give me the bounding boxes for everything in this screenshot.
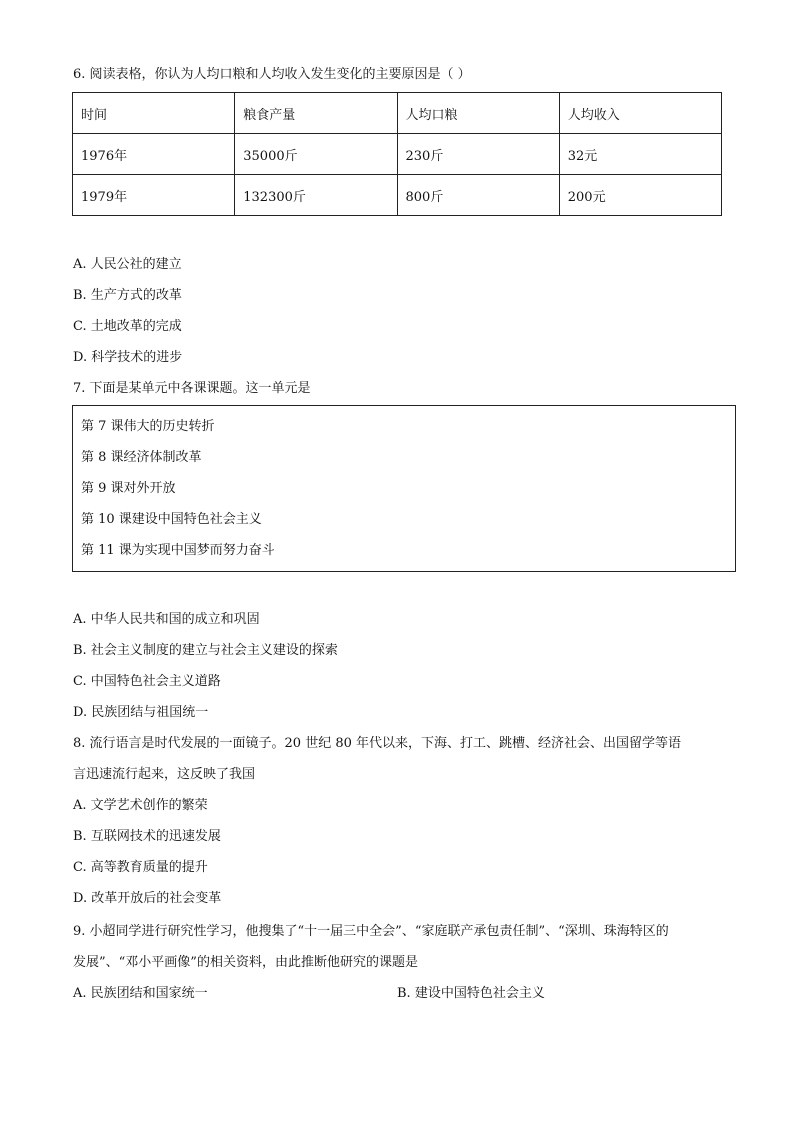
- table-cell: 800斤: [397, 175, 559, 216]
- lesson-item: 第 7 课伟大的历史转折: [81, 419, 215, 434]
- table-cell: 35000斤: [235, 134, 397, 175]
- q8-option-d: D. 改革开放后的社会变革: [73, 891, 222, 906]
- table-header-cell: 粮食产量: [235, 93, 397, 134]
- table-header-cell: 人均口粮: [397, 93, 559, 134]
- table-cell: 1976年: [73, 134, 235, 175]
- q6-stem: 6. 阅读表格，你认为人均口粮和人均收入发生变化的主要原因是（ ）: [73, 67, 471, 82]
- lesson-item: 第 11 课为实现中国梦而努力奋斗: [81, 543, 275, 558]
- lesson-item: 第 10 课建设中国特色社会主义: [81, 512, 262, 527]
- q8-option-b: B. 互联网技术的迅速发展: [73, 829, 221, 844]
- q8-stem-line1: 8. 流行语言是时代发展的一面镜子。20 世纪 80 年代以来，下海、打工、跳槽、经济社会、出国留学等语: [73, 736, 682, 751]
- q6-table: [72, 92, 722, 216]
- table-cell: 132300斤: [235, 175, 397, 216]
- q7-option-a: A. 中华人民共和国的成立和巩固: [73, 612, 260, 627]
- q6-option-c: C. 土地改革的完成: [73, 319, 182, 334]
- q9-stem-line2: 发展”、“邓小平画像”的相关资料，由此推断他研究的课题是: [73, 955, 418, 970]
- table-header-cell: 人均收入: [559, 93, 721, 134]
- q6-option-d: D. 科学技术的进步: [73, 350, 183, 365]
- table-header-cell: 时间: [73, 93, 235, 134]
- q7-option-b: B. 社会主义制度的建立与社会主义建设的探索: [73, 643, 338, 658]
- q7-lesson-box: [72, 405, 736, 572]
- q9-option-b: B. 建设中国特色社会主义: [397, 986, 545, 1001]
- q7-stem: 7. 下面是某单元中各课课题。这一单元是: [73, 381, 311, 396]
- q9-option-a: A. 民族团结和国家统一: [73, 986, 208, 1001]
- table-cell: 200元: [559, 175, 721, 216]
- table-header-row: [73, 93, 722, 134]
- lesson-item: 第 8 课经济体制改革: [81, 450, 202, 465]
- table-row: [73, 134, 722, 175]
- q6-option-a: A. 人民公社的建立: [73, 257, 182, 272]
- table-cell: 230斤: [397, 134, 559, 175]
- q8-stem-line2: 言迅速流行起来，这反映了我国: [73, 767, 256, 782]
- q8-option-c: C. 高等教育质量的提升: [73, 860, 208, 875]
- table-cell: 32元: [559, 134, 721, 175]
- table-cell: 1979年: [73, 175, 235, 216]
- q9-stem-line1: 9. 小超同学进行研究性学习，他搜集了“十一届三中全会”、“家庭联产承包责任制”、“深圳、珠海特区的: [73, 924, 669, 939]
- q7-option-d: D. 民族团结与祖国统一: [73, 705, 209, 720]
- q7-option-c: C. 中国特色社会主义道路: [73, 674, 221, 689]
- table-row: [73, 175, 722, 216]
- q8-option-a: A. 文学艺术创作的繁荣: [73, 798, 208, 813]
- q6-option-b: B. 生产方式的改革: [73, 288, 182, 303]
- lesson-item: 第 9 课对外开放: [81, 481, 176, 496]
